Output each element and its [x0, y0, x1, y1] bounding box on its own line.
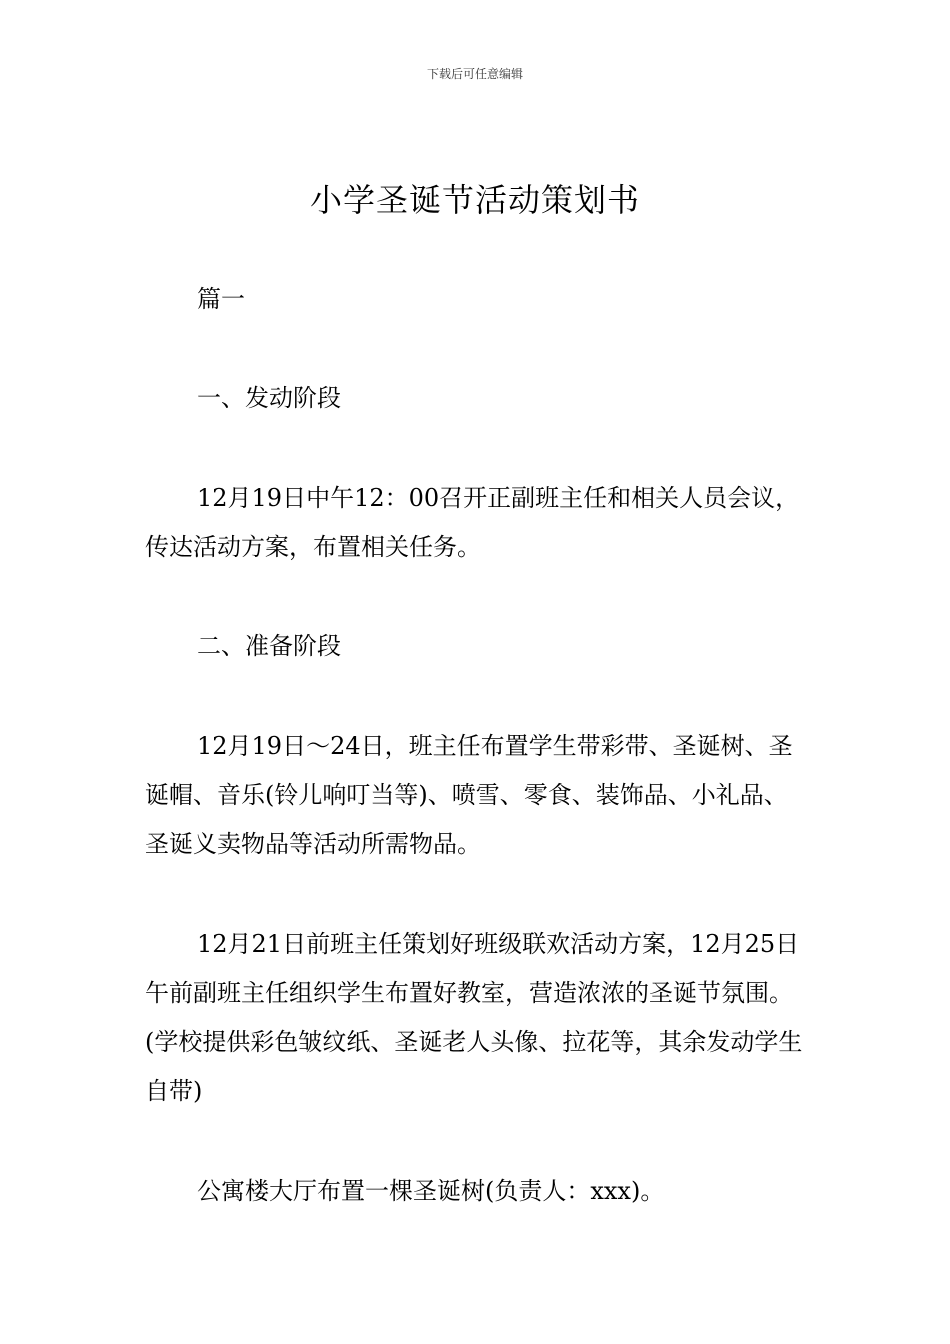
paragraph-supplies: 12月19日～24日，班主任布置学生带彩带、圣诞树、圣诞帽、音乐(铃儿响叮当等)、喷雪、零食、装饰品、小礼品、圣诞义卖物品等活动所需物品。 — [145, 732, 793, 858]
paragraph-christmas-tree: 公寓楼大厅布置一棵圣诞树(负责人：xxx)。 — [197, 1177, 665, 1205]
heading-preparation-stage: 二、准备阶段 — [197, 632, 341, 660]
heading-mobilization-stage: 一、发动阶段 — [197, 384, 341, 412]
section-label: 篇一 — [197, 285, 245, 313]
header-note: 下载后可任意编辑 — [426, 67, 523, 81]
paragraph-meeting: 12月19日中午12：00召开正副班主任和相关人员会议，传达活动方案，布置相关任务。 — [145, 484, 800, 561]
document-title: 小学圣诞节活动策划书 — [309, 181, 640, 219]
paragraph-classroom-decoration: 12月21日前班主任策划好班级联欢活动方案，12月25日午前副班主任组织学生布置好教室，营造浓浓的圣诞节氛围。(学校提供彩色皱纹纸、圣诞老人头像、拉花等，其余发动学生自带) — [145, 930, 803, 1105]
